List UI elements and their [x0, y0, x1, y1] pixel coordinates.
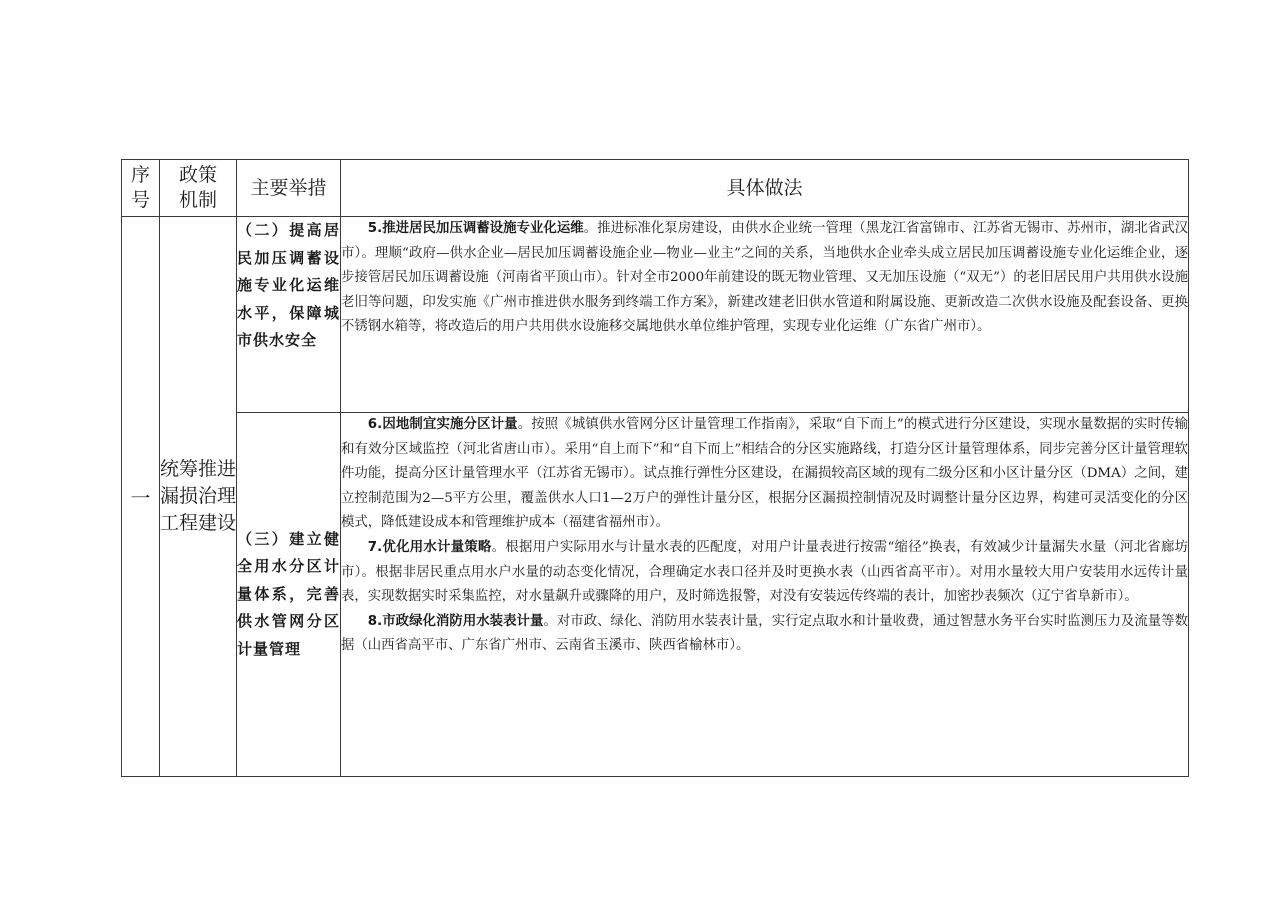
policy-table: [121, 159, 1189, 777]
detail-item-text: 。对市政、绿化、消防用水装表计量，实行定点取水和计量收费，通过智慧水务平台实时监测压力及流量等数据（山西省高平市、广东省广州市、云南省玉溪市、陕西省榆林市）。: [341, 613, 1189, 654]
header-mechanism: 政策机制: [160, 160, 237, 217]
table-row: [122, 413, 1189, 777]
detail-item-text: 。按照《城镇供水管网分区计量管理工作指南》，采取“自下而上”的模式进行分区建设，实现水量数据的实时传输和有效分区域监控（河北省唐山市）。采用“自上而下”和“自下而上”相结合的分区实施路线，打造分区计量管理体系，同步完善分区计量管理软件功能，提高分区计量管理水平（江苏省无锡市）。试点推行弹性分区建设，在漏损较高区域的现有二级分区和小区计量分区（DMA）之间，建立控制范围为2—5平方公里，覆盖供水人口1—2万户的弹性计量分区，根据分区漏损控制情况及时调整计量分区边界，构建可灵活变化的分区模式，降低建设成本和管理维护成本（福建省福州市）。: [341, 417, 1188, 531]
detail-item: [341, 217, 1188, 340]
measure-title: （二）提高居民加压调蓄设施专业化运维水平，保障城市供水安全: [237, 217, 341, 413]
detail-item: [341, 413, 1188, 536]
detail-item-heading: 8.市政绿化消防用水装表计量: [367, 613, 544, 629]
row-mechanism: 统筹推进漏损治理工程建设: [160, 217, 237, 777]
table-header-row: [122, 160, 1189, 217]
measure-detail: [341, 217, 1189, 413]
detail-item-text: 。推进标准化泵房建设，由供水企业统一管理（黑龙江省富锦市、江苏省无锡市、苏州市，湖北省武汉市）。理顺“政府—供水企业—居民加压调蓄设施企业—物业—业主”之间的关系，当地供水企业牵头成立居民加压调蓄设施专业化运维企业，逐步接管居民加压调蓄设施（河南省平顶山市）。针对全市2000年前建设的既无物业管理、又无加压设施（“双无”）的老旧居民用户共用供水设施老旧等问题，印发实施《广州市推进供水服务到终端工作方案》，新建改建老旧供水管道和附属设施、更新改造二次供水设施及配套设备、更换不锈钢水箱等，将改造后的用户共用供水设施移交属地供水单位维护管理，实现专业化运维（广东省广州市）。: [341, 221, 1189, 335]
measure-detail: [341, 413, 1189, 777]
table-row: [122, 217, 1189, 413]
detail-item-heading: 7.优化用水计量策略: [367, 539, 492, 555]
detail-item-text: 。根据用户实际用水与计量水表的匹配度，对用户计量表进行按需“缩径”换表，有效减少计量漏失水量（河北省廊坊市）。根据非居民重点用水户水量的动态变化情况，合理确定水表口径并及时更换水表（山西省高平市）。对用水量较大用户安装用水远传计量表，实现数据实时采集监控，对水量飙升或骤降的用户，及时筛选报警，对没有安装远传终端的表计，加密抄表频次（辽宁省阜新市）。: [341, 539, 1188, 605]
detail-item-heading: 5.推进居民加压调蓄设施专业化运维: [367, 221, 584, 236]
detail-item-heading: 6.因地制宜实施分区计量: [367, 417, 518, 432]
header-detail: 具体做法: [341, 160, 1189, 217]
measure-title: （三）建立健全用水分区计量体系，完善供水管网分区计量管理: [237, 413, 341, 777]
detail-item: [341, 536, 1188, 610]
header-seq: 序号: [122, 160, 160, 217]
header-measure: 主要举措: [237, 160, 341, 217]
detail-item: [341, 610, 1188, 659]
row-seq-number: 一: [122, 217, 160, 777]
